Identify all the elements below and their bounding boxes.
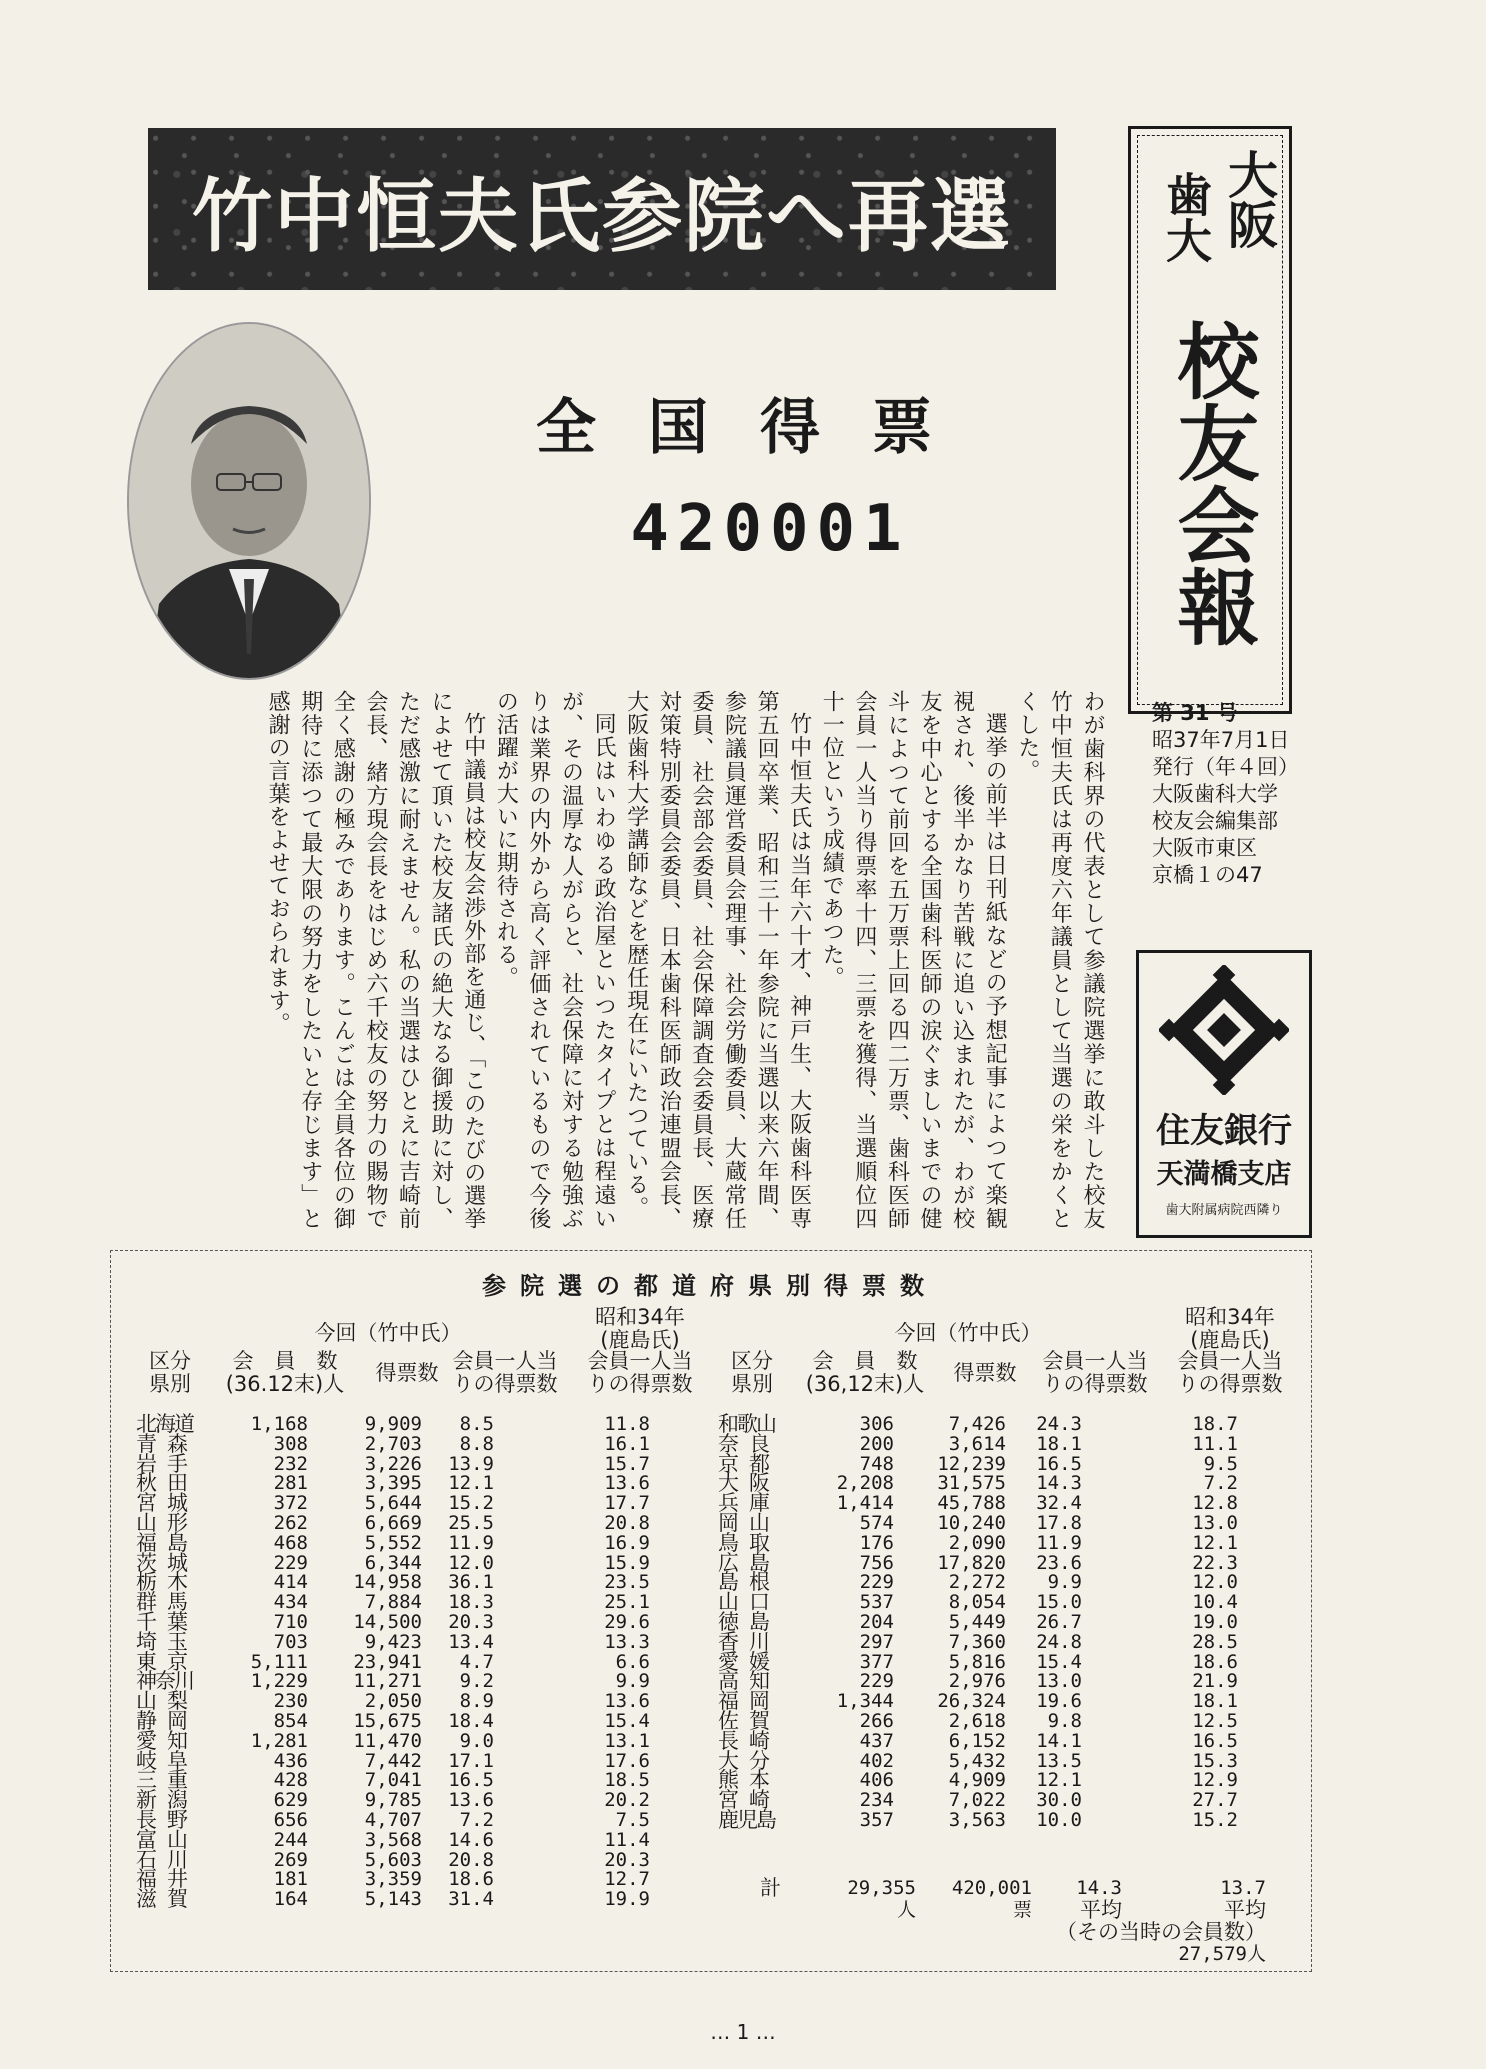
table-cell-value: 15.7	[604, 1452, 650, 1475]
avg-current: 14.3	[1076, 1877, 1122, 1899]
table-cell-prefecture: 静岡	[136, 1709, 198, 1733]
table-cell-value: 13.1	[604, 1729, 650, 1752]
table-cell-value: 13.6	[604, 1690, 650, 1713]
table-cell-value: 28.5	[1192, 1630, 1238, 1653]
table-cell-value: 26.7	[1036, 1611, 1082, 1633]
table-cell-value: 3,614	[948, 1432, 1006, 1455]
table-cell-prefecture: 福島	[136, 1530, 198, 1555]
table-cell-value: 436	[273, 1749, 308, 1772]
table-cell-value: 13.0	[1036, 1670, 1082, 1693]
ad-bank-name: 住友銀行	[1156, 1111, 1292, 1151]
table-cell-value: 9.9	[615, 1670, 650, 1693]
table-cell-value: 29.6	[604, 1611, 650, 1633]
table-cell-value: 6.6	[615, 1650, 650, 1673]
table-cell-value: 234	[859, 1789, 894, 1812]
table-cell-value: 5,143	[364, 1888, 422, 1911]
table-cell-value: 229	[273, 1551, 308, 1574]
table-cell-value: 9.9	[1047, 1571, 1082, 1594]
table-cell-value: 12.1	[1036, 1769, 1082, 1792]
table-cell-value: 269	[273, 1848, 308, 1871]
table-cell-prefecture: 東京	[136, 1649, 198, 1674]
table-cell-prefecture: 長野	[136, 1808, 198, 1832]
table-cell-value: 18.6	[1192, 1650, 1238, 1673]
table-cell-prefecture: 岩手	[136, 1451, 198, 1476]
table-cell-value: 7.5	[615, 1809, 650, 1831]
table-cell-value: 5,111	[250, 1650, 308, 1673]
table-cell-value: 31,575	[937, 1472, 1006, 1495]
table-cell-value: 22.3	[1192, 1551, 1238, 1574]
table-cell-value: 23.6	[1036, 1551, 1082, 1574]
table-cell-value: 748	[859, 1452, 894, 1475]
total-members-unit: 人	[896, 1899, 916, 1921]
table-cell-prefecture: 山形	[136, 1511, 198, 1535]
table-cell-value: 230	[273, 1690, 308, 1713]
table-cell-prefecture: 秋田	[136, 1471, 198, 1496]
table-row	[0, 1829, 1486, 1851]
table-cell-value: 15.2	[1192, 1809, 1238, 1831]
table-cell-value: 31.4	[448, 1888, 494, 1911]
portrait-image	[129, 324, 369, 678]
table-cell-value: 36.1	[448, 1571, 494, 1594]
table-cell-value: 574	[859, 1512, 894, 1534]
table-cell-value: 4,707	[364, 1809, 422, 1831]
table-cell-value: 19.0	[1192, 1611, 1238, 1633]
table-cell-value: 357	[859, 1809, 894, 1831]
table-cell-value: 10.4	[1192, 1591, 1238, 1614]
table-cell-prefecture: 鳥取	[718, 1530, 780, 1555]
table-cell-value: 16.9	[604, 1531, 650, 1554]
table-cell-value: 9.8	[1047, 1710, 1082, 1732]
article-paragraph: 同氏はいわゆる政治屋といつたタイプとは程遠いが、その温厚な人がらと、社会保障に対する勉強ぶりは業界の内外から高く評価されているもので今後の活躍が大いに期待される。	[493, 690, 617, 1230]
table-cell-prefecture: 山梨	[136, 1689, 198, 1714]
table-row	[0, 1809, 1486, 1831]
bank-ad	[1136, 950, 1312, 1238]
table-cell-value: 164	[273, 1888, 308, 1911]
table-cell-value: 18.6	[448, 1868, 494, 1891]
page-number: … 1 …	[710, 2020, 776, 2044]
table-cell-value: 18.5	[604, 1769, 650, 1792]
issue-publisher1: 大阪歯科大学	[1152, 782, 1278, 806]
table-cell-value: 12.5	[1192, 1710, 1238, 1732]
portrait-photo	[127, 322, 371, 680]
table-cell-value: 14,958	[353, 1571, 422, 1594]
table-cell-value: 25.5	[448, 1512, 494, 1534]
table-cell-value: 756	[859, 1551, 894, 1574]
table-cell-value: 9.0	[459, 1729, 494, 1752]
table-cell-value: 17.6	[604, 1749, 650, 1772]
table-cell-prefecture: 高知	[718, 1669, 780, 1694]
table-cell-value: 7,022	[948, 1789, 1006, 1812]
issue-address2: 京橋１の47	[1152, 863, 1263, 887]
table-cell-prefecture: 香川	[718, 1629, 780, 1654]
total-label: 計	[760, 1876, 781, 1900]
table-cell-value: 11,271	[353, 1670, 422, 1693]
table-cell-value: 176	[859, 1531, 894, 1554]
table-cell-value: 14.6	[448, 1828, 494, 1851]
header-percap-current-right: 会員一人当 りの得票数	[1042, 1349, 1148, 1396]
table-cell-prefecture: 栃木	[136, 1570, 198, 1595]
header-percap-current-left: 会員一人当 りの得票数	[452, 1349, 558, 1396]
table-cell-value: 1,168	[250, 1413, 308, 1435]
table-cell-value: 414	[273, 1571, 308, 1594]
table-cell-value: 2,976	[948, 1670, 1006, 1693]
table-cell-value: 5,449	[948, 1611, 1006, 1633]
table-cell-value: 2,090	[948, 1531, 1006, 1554]
table-cell-prefecture: 佐賀	[718, 1709, 780, 1733]
table-cell-prefecture: 大阪	[718, 1471, 780, 1496]
table-cell-value: 13.6	[448, 1789, 494, 1812]
table-cell-value: 5,432	[948, 1749, 1006, 1772]
table-cell-prefecture: 埼玉	[136, 1629, 198, 1654]
table-cell-value: 12.7	[604, 1868, 650, 1891]
table-cell-value: 10,240	[937, 1512, 1006, 1534]
table-cell-value: 4.7	[459, 1650, 494, 1673]
table-cell-value: 15.0	[1036, 1591, 1082, 1614]
table-cell-value: 13.5	[1036, 1749, 1082, 1772]
table-cell-value: 406	[859, 1769, 894, 1792]
table-cell-value: 6,669	[364, 1512, 422, 1534]
table-cell-prefecture: 京都	[718, 1451, 780, 1476]
article-paragraph: 竹中恒夫氏は当年六十才、神戸生、大阪歯科医専第五回卒業、昭和三十一年参院に当選以来六年間、参院議員運営委員会理事、社会労働委員、大蔵常任委員、社会部会委員、社会保障調査会委員長、医療対策特別委員会委員、日本歯科医師政治連盟会長、大阪歯科大学講師などを歴任現在にいたつている。	[623, 690, 812, 1230]
table-cell-value: 434	[273, 1591, 308, 1614]
table-cell-value: 306	[859, 1413, 894, 1435]
table-cell-value: 19.9	[604, 1888, 650, 1911]
table-cell-value: 5,552	[364, 1531, 422, 1554]
table-cell-value: 9.5	[1203, 1452, 1238, 1475]
table-cell-value: 12,239	[937, 1452, 1006, 1475]
header-previous-right: 昭和34年 (鹿島氏)	[1185, 1305, 1275, 1352]
total-members: 29,355	[847, 1877, 916, 1899]
headline-banner	[148, 128, 1056, 290]
table-cell-prefecture: 青森	[136, 1431, 198, 1456]
table-cell-value: 14,500	[353, 1611, 422, 1633]
table-cell-value: 15.9	[604, 1551, 650, 1574]
table-cell-prefecture: 岐阜	[136, 1748, 198, 1773]
table-cell-value: 428	[273, 1769, 308, 1792]
header-members-left: 会 員 数 (36.12末)人	[225, 1349, 345, 1396]
table-cell-value: 7.2	[1203, 1472, 1238, 1495]
article-paragraph: 選挙の前半は日刊紙などの予想記事によつて楽観視され、後半かなり苦戦に追い込まれたが、わが校友を中心とする全国歯科医師の涙ぐましいまでの健斗によつて前回を五万票上回る四二万票、歯科医師会員一人当り得票率十四、三票を獲得、当選順位四十一位という成績であつた。	[819, 690, 1008, 1230]
table-cell-value: 11.4	[604, 1828, 650, 1851]
table-cell-prefecture: 富山	[136, 1827, 198, 1852]
table-cell-value: 3,568	[364, 1828, 422, 1851]
table-cell-value: 23.5	[604, 1571, 650, 1594]
table-cell-value: 45,788	[937, 1492, 1006, 1515]
total-votes-unit: 票	[1012, 1899, 1032, 1921]
table-cell-prefecture: 千葉	[136, 1610, 198, 1634]
header-pref-right: 区分 県別	[731, 1349, 773, 1396]
table-cell-value: 20.8	[448, 1848, 494, 1871]
issue-number: 第 31 号	[1152, 701, 1238, 725]
table-cell-value: 1,344	[836, 1690, 894, 1713]
table-cell-prefecture: 滋賀	[136, 1887, 198, 1912]
issue-date: 昭37年7月1日	[1152, 728, 1290, 752]
headline: 竹中恒夫氏参院へ再選	[192, 169, 1012, 263]
table-cell-value: 9,785	[364, 1789, 422, 1812]
table-cell-value: 854	[273, 1710, 308, 1732]
table-cell-value: 8.9	[459, 1690, 494, 1713]
table-cell-value: 3,359	[364, 1868, 422, 1891]
table-cell-value: 11.8	[604, 1413, 650, 1435]
table-cell-value: 5,816	[948, 1650, 1006, 1673]
table-cell-prefecture: 大分	[718, 1748, 780, 1773]
table-cell-value: 13.0	[1192, 1512, 1238, 1534]
table-cell-value: 17,820	[937, 1551, 1006, 1574]
table-cell-value: 8.5	[459, 1413, 494, 1435]
table-cell-value: 12.8	[1192, 1492, 1238, 1515]
table-cell-value: 629	[273, 1789, 308, 1812]
table-cell-value: 17.1	[448, 1749, 494, 1772]
table-cell-value: 13.6	[604, 1472, 650, 1495]
table-cell-value: 9,423	[364, 1630, 422, 1653]
table-cell-prefecture: 茨城	[136, 1550, 198, 1575]
table-cell-value: 18.3	[448, 1591, 494, 1614]
article-body	[108, 690, 1108, 1230]
table-cell-prefecture: 岡山	[718, 1511, 780, 1535]
table-cell-prefecture: 鹿児島	[718, 1808, 775, 1832]
votes-label: 全国得票	[536, 393, 984, 463]
table-cell-value: 24.8	[1036, 1630, 1082, 1653]
avg-current-label: 平均	[1080, 1898, 1122, 1922]
table-cell-value: 16.5	[1192, 1729, 1238, 1752]
table-cell-value: 656	[273, 1809, 308, 1831]
header-pref-left: 区分 県別	[149, 1349, 191, 1396]
table-cell-value: 710	[273, 1611, 308, 1633]
table-cell-prefecture: 長崎	[718, 1728, 780, 1753]
table-cell-value: 181	[273, 1868, 308, 1891]
table-cell-value: 11,470	[353, 1729, 422, 1752]
table-cell-value: 2,272	[948, 1571, 1006, 1594]
header-percap-prev-right: 会員一人当 りの得票数	[1177, 1349, 1283, 1396]
table-cell-value: 16.1	[604, 1432, 650, 1455]
table-cell-value: 21.9	[1192, 1670, 1238, 1693]
table-cell-prefecture: 福井	[136, 1867, 198, 1892]
table-cell-prefecture: 石川	[136, 1847, 198, 1872]
table-cell-value: 26,324	[937, 1690, 1006, 1713]
table-cell-value: 3,226	[364, 1452, 422, 1475]
table-cell-value: 204	[859, 1611, 894, 1633]
table-cell-prefecture: 神奈川	[136, 1669, 193, 1694]
table-cell-prefecture: 愛知	[136, 1728, 198, 1753]
table-cell-value: 7,884	[364, 1591, 422, 1614]
table-cell-value: 468	[273, 1531, 308, 1554]
table-cell-value: 7,426	[948, 1413, 1006, 1435]
table-cell-value: 2,208	[836, 1472, 894, 1495]
table-cell-prefecture: 北海道	[136, 1412, 193, 1436]
table-cell-value: 15.2	[448, 1492, 494, 1515]
table-cell-value: 32.4	[1036, 1492, 1082, 1515]
table-cell-value: 8.8	[459, 1432, 494, 1455]
table-cell-prefecture: 奈良	[718, 1431, 780, 1456]
table-cell-value: 18.1	[1036, 1432, 1082, 1455]
issue-publisher2: 校友会編集部	[1152, 809, 1278, 833]
table-title: 参院選の都道府県別得票数	[482, 1272, 938, 1300]
ad-location: 歯大附属病院西隣り	[1165, 1203, 1283, 1218]
header-votes-right: 得票数	[953, 1361, 1017, 1385]
table-cell-prefecture: 三重	[136, 1768, 198, 1793]
table-cell-prefecture: 熊本	[718, 1768, 780, 1793]
table-cell-prefecture: 福岡	[718, 1689, 780, 1714]
table-cell-value: 8,054	[948, 1591, 1006, 1614]
table-cell-value: 232	[273, 1452, 308, 1475]
table-cell-value: 703	[273, 1630, 308, 1653]
table-cell-value: 7,442	[364, 1749, 422, 1772]
table-cell-value: 12.1	[1192, 1531, 1238, 1554]
table-cell-value: 12.0	[1192, 1571, 1238, 1594]
table-cell-value: 3,395	[364, 1472, 422, 1495]
votes-total: 420001	[630, 492, 910, 566]
table-cell-prefecture: 愛媛	[718, 1649, 780, 1674]
table-cell-prefecture: 和歌山	[718, 1412, 775, 1436]
table-cell-value: 13.4	[448, 1630, 494, 1653]
table-cell-value: 5,644	[364, 1492, 422, 1515]
table-cell-value: 437	[859, 1729, 894, 1752]
table-cell-value: 2,618	[948, 1710, 1006, 1732]
header-members-right: 会 員 数 (36,12末)人	[805, 1349, 925, 1396]
table-cell-value: 19.6	[1036, 1690, 1082, 1713]
table-cell-value: 11.1	[1192, 1432, 1238, 1455]
table-cell-prefecture: 新潟	[136, 1788, 198, 1813]
table-cell-value: 14.3	[1036, 1472, 1082, 1495]
table-cell-prefecture: 島根	[718, 1570, 780, 1595]
table-cell-value: 2,703	[364, 1432, 422, 1455]
table-cell-value: 2,050	[364, 1690, 422, 1713]
table-cell-value: 13.9	[448, 1452, 494, 1475]
table-cell-value: 1,281	[250, 1729, 308, 1752]
table-cell-value: 5,603	[364, 1848, 422, 1871]
table-cell-value: 24.3	[1036, 1413, 1082, 1435]
table-cell-value: 6,344	[364, 1551, 422, 1574]
table-cell-value: 13.3	[604, 1630, 650, 1653]
header-votes-left: 得票数	[375, 1361, 439, 1385]
table-cell-value: 244	[273, 1828, 308, 1851]
table-cell-prefecture: 広島	[718, 1550, 780, 1575]
table-cell-value: 377	[859, 1650, 894, 1673]
table-cell-value: 6,152	[948, 1729, 1006, 1752]
table-cell-value: 537	[859, 1591, 894, 1614]
table-cell-value: 281	[273, 1472, 308, 1495]
table-cell-value: 9.2	[459, 1670, 494, 1693]
masthead-osaka: 大阪	[1220, 149, 1279, 249]
prev-members-count: 27,579人	[1178, 1943, 1266, 1965]
header-previous-left: 昭和34年 (鹿島氏)	[595, 1305, 685, 1352]
table-cell-prefecture: 群馬	[136, 1590, 198, 1615]
table-row	[0, 1849, 1486, 1871]
table-cell-prefecture: 宮崎	[718, 1788, 780, 1813]
masthead-shidai: 歯大	[1159, 171, 1213, 263]
article-paragraph: 竹中議員は校友会渉外部を通じ、「このたびの選挙によせて頂いた校友諸氏の絶大なる御援助に対し、ただ感激に耐えません。私の当選はひとえに吉崎前会長、緒方現会長をはじめ六千校友の努力の賜物で全く感謝の極みであります。こんごは全員各位の御期待に添つて最大限の努力をしたいと存じます」と感謝の言葉をよせておられます。	[265, 690, 486, 1230]
total-votes: 420,001	[951, 1877, 1032, 1899]
avg-prev: 13.7	[1220, 1877, 1266, 1899]
table-cell-value: 23,941	[353, 1650, 422, 1673]
table-cell-prefecture: 兵庫	[718, 1491, 780, 1516]
header-current-right: 今回（竹中氏）	[894, 1321, 1042, 1345]
table-cell-prefecture: 山口	[718, 1590, 780, 1615]
masthead	[1128, 126, 1292, 714]
table-cell-value: 15.4	[1036, 1650, 1082, 1673]
table-cell-value: 7,041	[364, 1769, 422, 1792]
issue-address1: 大阪市東区	[1152, 836, 1257, 860]
table-cell-value: 11.9	[1036, 1531, 1082, 1554]
prev-members-note: （その当時の会員数）	[1056, 1920, 1266, 1944]
table-cell-value: 9,909	[364, 1413, 422, 1435]
table-cell-value: 25.1	[604, 1591, 650, 1614]
table-cell-value: 7.2	[459, 1809, 494, 1831]
table-cell-value: 11.9	[448, 1531, 494, 1554]
table-cell-value: 12.9	[1192, 1769, 1238, 1792]
table-cell-value: 30.0	[1036, 1789, 1082, 1812]
table-cell-value: 297	[859, 1630, 894, 1653]
masthead-title: 校友会報	[1164, 319, 1260, 647]
table-cell-value: 16.5	[448, 1769, 494, 1792]
sumitomo-logo-icon	[1159, 965, 1289, 1095]
table-cell-value: 266	[859, 1710, 894, 1732]
table-cell-value: 12.0	[448, 1551, 494, 1574]
issue-frequency: 発行（年４回）	[1152, 755, 1299, 779]
table-cell-value: 262	[273, 1512, 308, 1534]
table-cell-value: 27.7	[1192, 1789, 1238, 1812]
table-cell-value: 15.3	[1192, 1749, 1238, 1772]
table-cell-value: 18.4	[448, 1710, 494, 1732]
table-cell-value: 14.1	[1036, 1729, 1082, 1752]
header-percap-prev-left: 会員一人当 りの得票数	[587, 1349, 693, 1396]
table-cell-value: 402	[859, 1749, 894, 1772]
table-cell-value: 15.4	[604, 1710, 650, 1732]
table-cell-value: 20.2	[604, 1789, 650, 1812]
ad-branch-name: 天満橋支店	[1156, 1159, 1292, 1190]
table-cell-value: 7,360	[948, 1630, 1006, 1653]
table-cell-value: 20.3	[448, 1611, 494, 1633]
table-cell-value: 17.8	[1036, 1512, 1082, 1534]
issue-info	[1152, 700, 1302, 889]
table-cell-value: 20.3	[604, 1848, 650, 1871]
table-cell-value: 10.0	[1036, 1809, 1082, 1831]
table-cell-value: 3,563	[948, 1809, 1006, 1831]
table-cell-value: 17.7	[604, 1492, 650, 1515]
table-cell-value: 308	[273, 1432, 308, 1455]
table-cell-value: 16.5	[1036, 1452, 1082, 1475]
table-cell-value: 4,909	[948, 1769, 1006, 1792]
table-cell-value: 12.1	[448, 1472, 494, 1495]
avg-prev-label: 平均	[1224, 1898, 1266, 1922]
table-cell-value: 18.7	[1192, 1413, 1238, 1435]
article-paragraph: わが歯科界の代表として参議院選挙に敢斗した校友竹中恒夫氏は再度六年議員として当選の栄をかくとくした。	[1014, 690, 1105, 1230]
table-cell-value: 1,229	[250, 1670, 308, 1693]
table-cell-value: 15,675	[353, 1710, 422, 1732]
table-cell-value: 200	[859, 1432, 894, 1455]
table-cell-value: 20.8	[604, 1512, 650, 1534]
table-cell-value: 1,414	[836, 1492, 894, 1515]
table-cell-prefecture: 宮城	[136, 1491, 198, 1516]
table-cell-value: 372	[273, 1492, 308, 1515]
table-cell-value: 18.1	[1192, 1690, 1238, 1713]
table-cell-value: 229	[859, 1670, 894, 1693]
table-cell-value: 229	[859, 1571, 894, 1594]
header-current-left: 今回（竹中氏）	[314, 1321, 462, 1345]
table-cell-prefecture: 徳島	[718, 1610, 780, 1634]
